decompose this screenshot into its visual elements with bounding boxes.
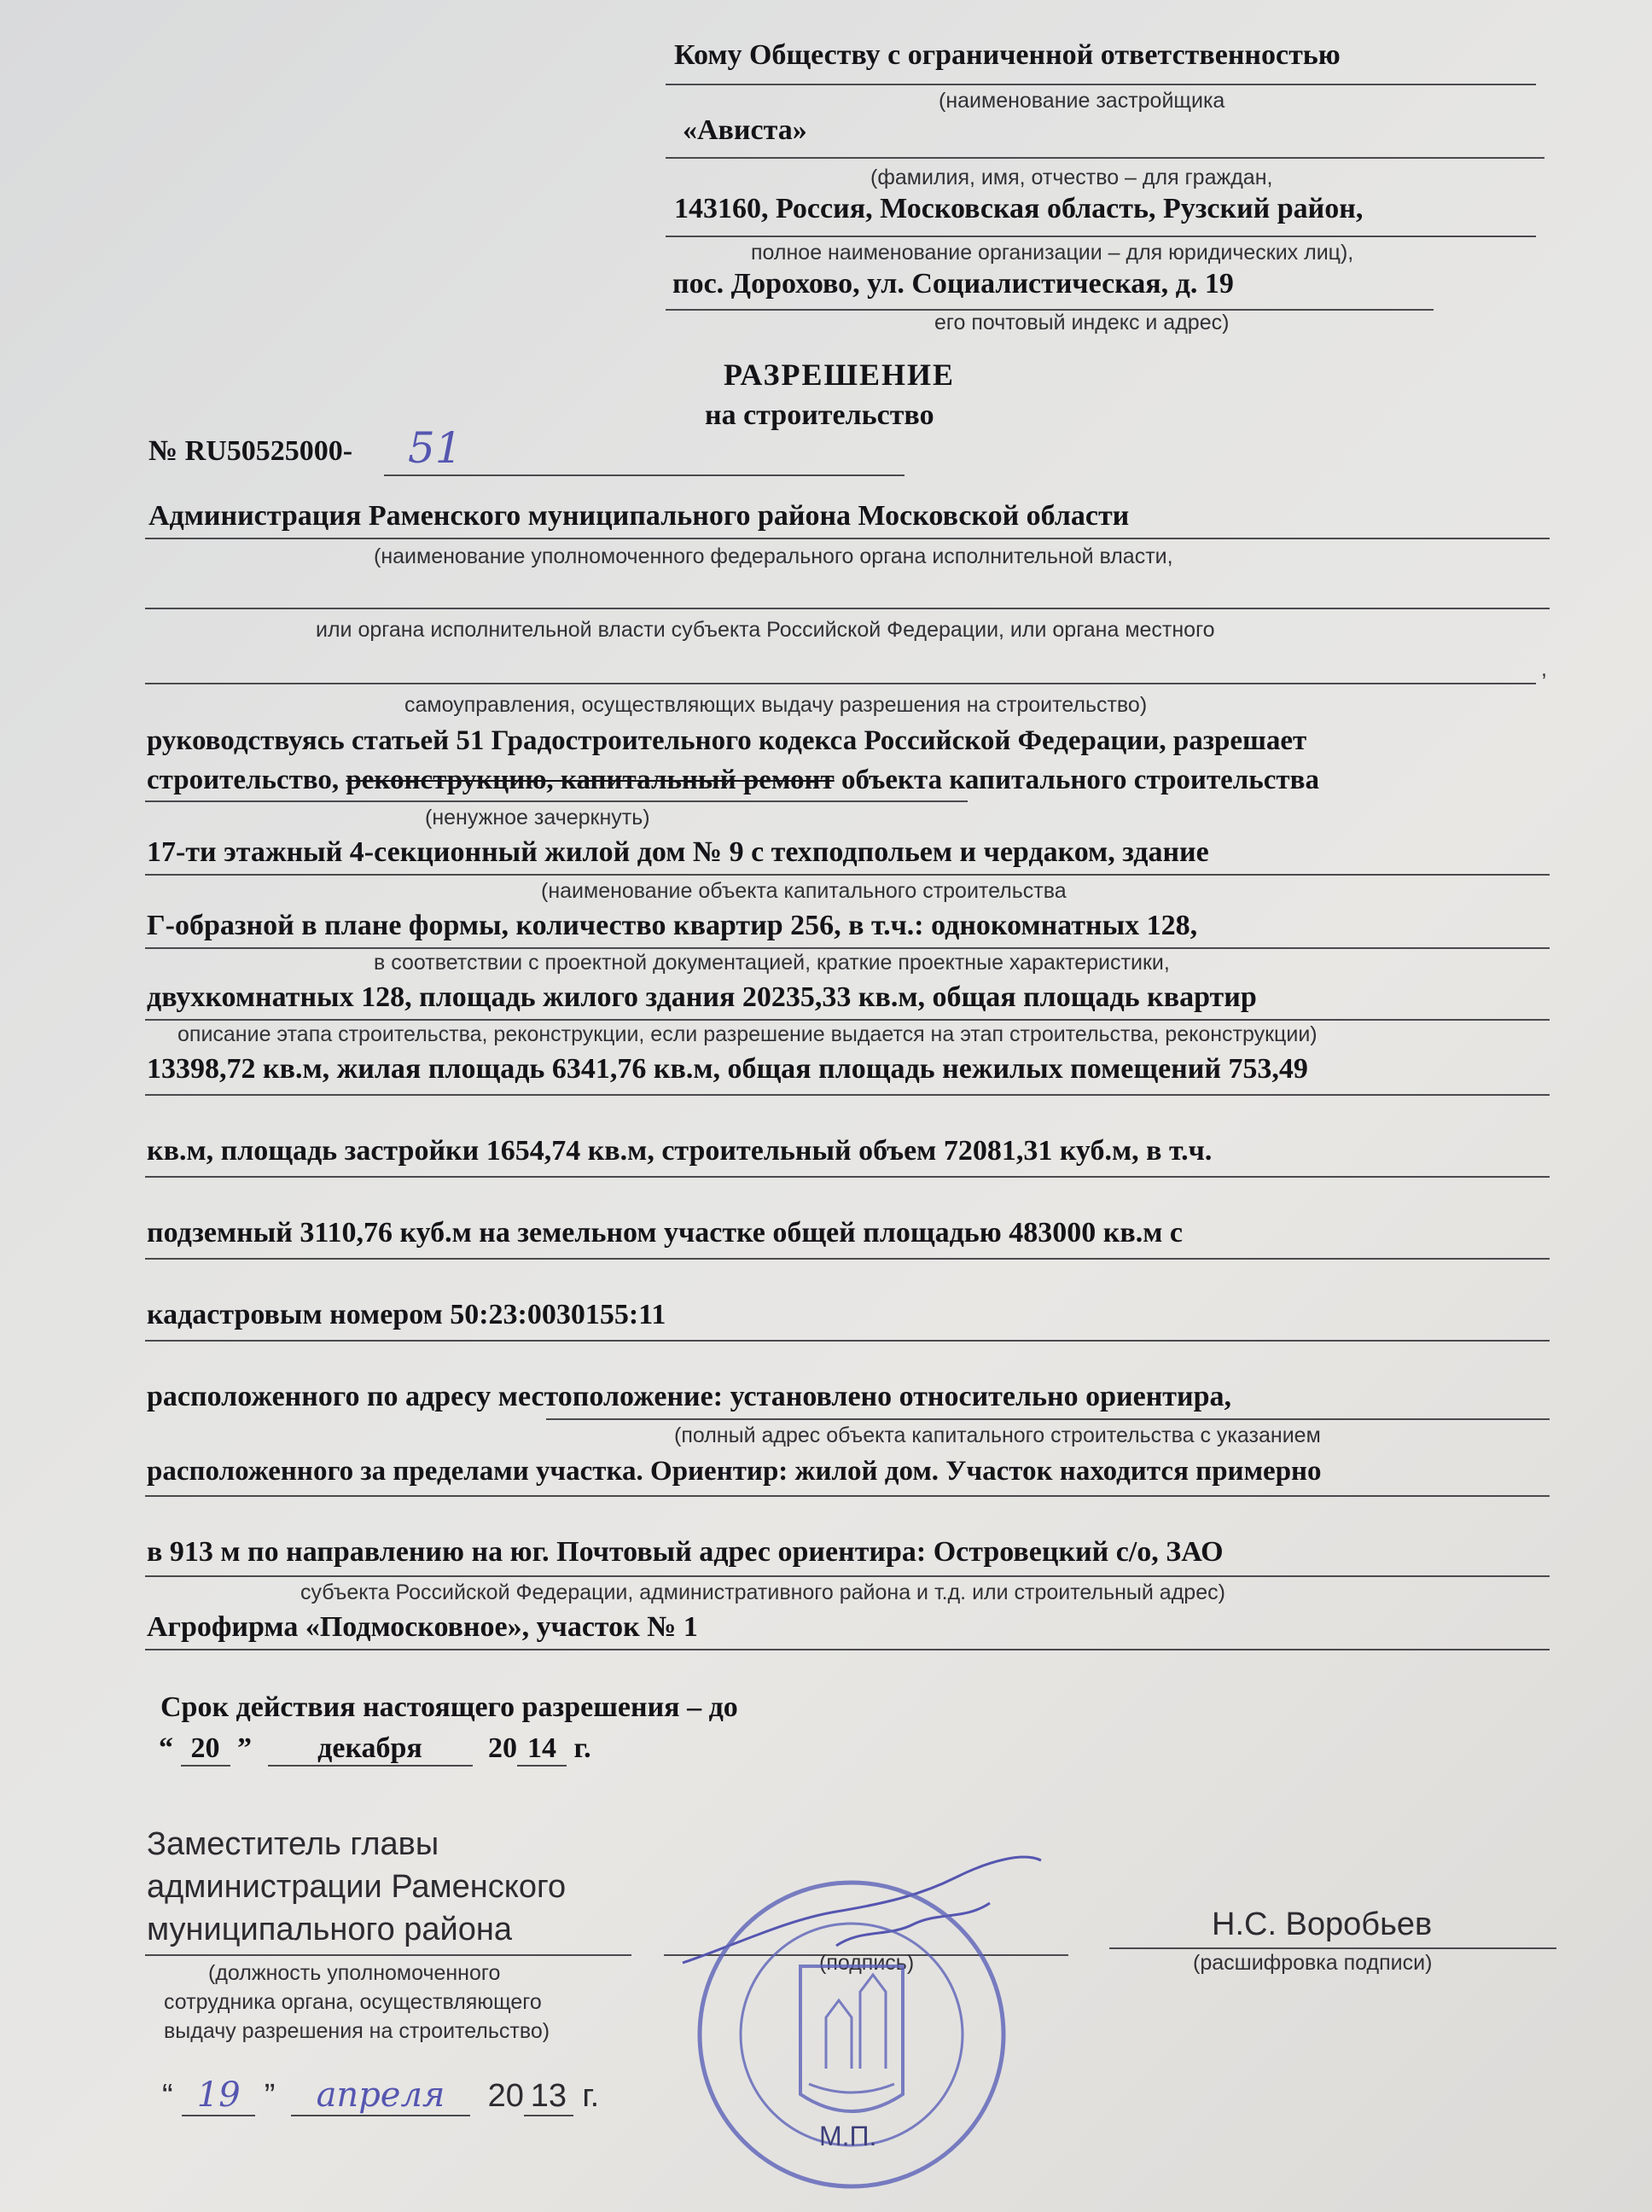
rule [384, 474, 905, 476]
caption-signature: (подпись) [819, 1951, 915, 1975]
addressee-line-1: Кому Обществу с ограниченной ответственностью [674, 39, 1341, 71]
rule [145, 683, 1536, 684]
rule [666, 84, 1536, 85]
signer-name: Н.С. Воробьев [1212, 1906, 1433, 1942]
position-line-3: муниципального района [147, 1912, 513, 1947]
address-line-4: Агрофирма «Подмосковное», участок № 1 [147, 1611, 698, 1643]
caption-position-2: сотрудника органа, осуществляющего [164, 1990, 542, 2014]
address-prefix: расположенного по адресу [147, 1381, 498, 1412]
rule [145, 1649, 1550, 1650]
work-object: объекта капитального строительства [834, 765, 1319, 795]
document-title: РАЗРЕШЕНИЕ [724, 358, 956, 392]
object-line-5: кв.м, площадь застройки 1654,74 кв.м, строительный объем 72081,31 куб.м, в т.ч. [147, 1135, 1213, 1167]
rule [1109, 1947, 1556, 1949]
addressee-line-2: «Ависта» [683, 114, 807, 146]
issue-date [162, 2075, 599, 2116]
work-construction: строительство, [147, 765, 340, 795]
object-line-3: двухкомнатных 128, площадь жилого здания 20235,33 кв.м, общая площадь квартир [147, 981, 1257, 1013]
rule [145, 874, 1550, 876]
permit-number-label: № RU50525000- [148, 435, 353, 467]
rule [145, 1954, 631, 1956]
rule [145, 947, 1550, 949]
rule [145, 1575, 1550, 1577]
validity-g: г. [573, 1732, 591, 1764]
issue-g: г. [582, 2078, 600, 2114]
caption-signer-name: (расшифровка подписи) [1193, 1951, 1433, 1975]
caption-strike: (ненужное зачеркнуть) [425, 806, 650, 830]
issue-day: 19 [182, 2075, 255, 2116]
rule [145, 538, 1550, 539]
quote-open: “ [159, 1732, 173, 1764]
comma: , [1541, 657, 1547, 681]
caption-object-2: в соответствии с проектной документацией, краткие проектные характеристики, [374, 951, 1170, 975]
permit-number-handwritten: 51 [408, 423, 462, 473]
rule [145, 1019, 1550, 1021]
object-line-6: подземный 3110,76 куб.м на земельном участке общей площадью 483000 кв.м с [147, 1217, 1183, 1249]
validity-date [159, 1732, 591, 1767]
authority-name: Администрация Раменского муниципального района Московской области [148, 500, 1130, 532]
address-line-2: расположенного за пределами участка. Ориентир: жилой дом. Участок находится примерно [147, 1456, 1322, 1487]
cadastral-number: кадастровым номером 50:23:0030155:11 [147, 1299, 666, 1330]
issue-year-suffix: 13 [524, 2078, 573, 2116]
rule [145, 1258, 1550, 1260]
rule [145, 1340, 1550, 1342]
issue-quote-close: ” [264, 2078, 276, 2114]
caption-object-3: описание этапа строительства, реконструкции, если разрешение выдается на этап строительства, реконструкции) [177, 1022, 1318, 1046]
object-line-1: 17-ти этажный 4-секционный жилой дом № 9 с техподпольем и чердаком, здание [147, 836, 1209, 868]
stamp-mp: М.П. [819, 2121, 877, 2151]
issue-month: апреля [291, 2075, 470, 2116]
caption-authority-1: (наименование уполномоченного федерального органа исполнительной власти, [374, 544, 1173, 568]
addressee-line-3: 143160, Россия, Московская область, Рузский район, [674, 193, 1364, 224]
caption-org-name: полное наименование организации – для юридических лиц), [751, 241, 1354, 265]
rule [145, 1495, 1550, 1497]
address-value-1: местоположение: установлено относительно ориентира, [497, 1381, 1231, 1412]
body-intro: руководствуясь статьей 51 Градостроительного кодекса Российской Федерации, разрешает [147, 725, 1307, 756]
issue-quote-open: “ [162, 2078, 173, 2114]
address-line-3: в 913 м по направлению на юг. Почтовый адрес ориентира: Островецкий с/о, ЗАО [147, 1536, 1224, 1568]
object-line-4: 13398,72 кв.м, жилая площадь 6341,76 кв.м, общая площадь нежилых помещений 753,49 [147, 1053, 1308, 1085]
address-line-1 [147, 1381, 1231, 1413]
caption-fio: (фамилия, имя, отчество – для граждан, [870, 166, 1273, 189]
rule [546, 1418, 1550, 1420]
caption-object-1: (наименование объекта капитального строительства [541, 879, 1067, 903]
caption-address-1: (полный адрес объекта капитального строительства с указанием [674, 1423, 1321, 1447]
validity-year-prefix: 20 [488, 1732, 517, 1764]
rule [666, 157, 1544, 159]
work-struck: реконструкцию, капитальный ремонт [346, 765, 835, 795]
rule [145, 1094, 1550, 1096]
body-work-type [147, 765, 1319, 796]
caption-authority-3: самоуправления, осуществляющих выдачу разрешения на строительство) [404, 693, 1148, 717]
rule [145, 608, 1550, 609]
object-line-2: Г-образной в плане формы, количество квартир 256, в т.ч.: однокомнатных 128, [147, 910, 1198, 941]
quote-close: ” [237, 1732, 252, 1764]
validity-day: 20 [181, 1732, 230, 1767]
validity-year-suffix: 14 [517, 1732, 567, 1767]
position-line-1: Заместитель главы [147, 1826, 439, 1862]
caption-developer: (наименование застройщика [939, 89, 1225, 113]
caption-authority-2: или органа исполнительной власти субъекта Российской Федерации, или органа местного [316, 618, 1215, 642]
validity-label: Срок действия настоящего разрешения – до [160, 1691, 738, 1723]
caption-address-3: субъекта Российской Федерации, административного района и т.д. или строительный адрес) [300, 1580, 1225, 1604]
addressee-line-4: пос. Дорохово, ул. Социалистическая, д. 19 [672, 268, 1234, 300]
rule [145, 800, 968, 802]
caption-postal: его почтовый индекс и адрес) [934, 311, 1230, 335]
issue-year-prefix: 20 [487, 2078, 524, 2114]
rule [145, 1176, 1550, 1178]
caption-position-3: выдачу разрешения на строительство) [164, 2019, 550, 2043]
position-line-2: администрации Раменского [147, 1869, 567, 1905]
rule [666, 236, 1536, 237]
validity-month: декабря [268, 1732, 473, 1767]
document-subtitle: на строительство [705, 399, 934, 431]
caption-position-1: (должность уполномоченного [208, 1961, 501, 1985]
